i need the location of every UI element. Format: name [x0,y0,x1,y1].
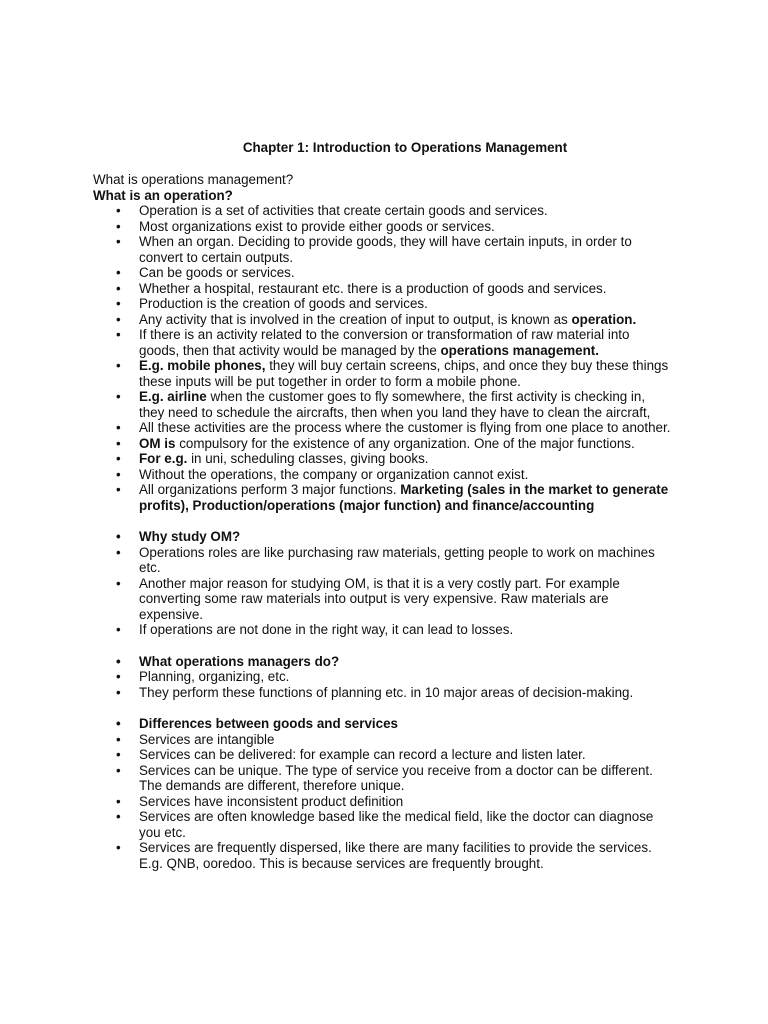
list-item: • Without the operations, the company or organization cannot exist. [93,467,673,483]
list-item: • Can be goods or services. [93,265,673,281]
list-item: • Services can be unique. The type of service you receive from a doctor can be different. The demands are different, therefore unique. [93,763,673,794]
list-item: • OM is compulsory for the existence of any organization. One of the major functions. [93,436,673,452]
list-item: • Planning, organizing, etc. [93,669,673,685]
list-item: • Most organizations exist to provide either goods or services. [93,219,673,235]
section-heading-managers-do: • What operations managers do? [93,654,673,670]
list-item: • Services are frequently dispersed, like there are many facilities to provide the services. E.g. QNB, ooredoo. This is because services are frequently brought. [93,840,673,871]
question-operations-management: What is operations management? [93,172,294,187]
list-item: • If there is an activity related to the conversion or transformation of raw material into goods, then that activity would be managed by the operations management. [93,327,673,358]
document-body [93,172,673,871]
operations-managers-list [93,654,673,701]
goods-vs-services-list [93,716,673,871]
list-item: • All these activities are the process where the customer is flying from one place to another. [93,420,673,436]
operation-bullet-list [93,203,673,513]
list-item: • Services have inconsistent product definition [93,794,673,810]
list-item: • When an organ. Deciding to provide goods, they will have certain inputs, in order to convert to certain outputs. [93,234,673,265]
list-item: • Services can be delivered: for example can record a lecture and listen later. [93,747,673,763]
section-heading-differences: • Differences between goods and services [93,716,673,732]
section-heading-why-study-om: • Why study OM? [93,529,673,545]
page-title: Chapter 1: Introduction to Operations Management [242,140,568,155]
list-item: • Any activity that is involved in the creation of input to output, is known as operation. [93,312,673,328]
list-item: • For e.g. in uni, scheduling classes, giving books. [93,451,673,467]
list-item: • Production is the creation of goods and services. [93,296,673,312]
list-item: • Operations roles are like purchasing raw materials, getting people to work on machines etc. [93,545,673,576]
list-item: • Whether a hospital, restaurant etc. there is a production of goods and services. [93,281,673,297]
list-item: • If operations are not done in the right way, it can lead to losses. [93,622,673,638]
why-study-om-list [93,529,673,638]
list-item: • E.g. mobile phones, they will buy certain screens, chips, and once they buy these things these inputs will be put together in order to form a mobile phone. [93,358,673,389]
list-item: • Another major reason for studying OM, is that it is a very costly part. For example converting some raw materials into output is very expensive. Raw materials are expensive. [93,576,673,623]
list-item: • Services are intangible [93,732,673,748]
list-item: • They perform these functions of planning etc. in 10 major areas of decision-making. [93,685,673,701]
heading-what-is-operation: What is an operation? [93,187,233,203]
list-item: • All organizations perform 3 major functions. Marketing (sales in the market to generate profits), Production/operations (major function) and finance/accounting [93,482,673,513]
list-item: • Operation is a set of activities that create certain goods and services. [93,203,673,219]
list-item: • Services are often knowledge based like the medical field, like the doctor can diagnose you etc. [93,809,673,840]
list-item: • E.g. airline when the customer goes to fly somewhere, the first activity is checking in, they need to schedule the aircrafts, then when you land they have to clean the aircraft, [93,389,673,420]
